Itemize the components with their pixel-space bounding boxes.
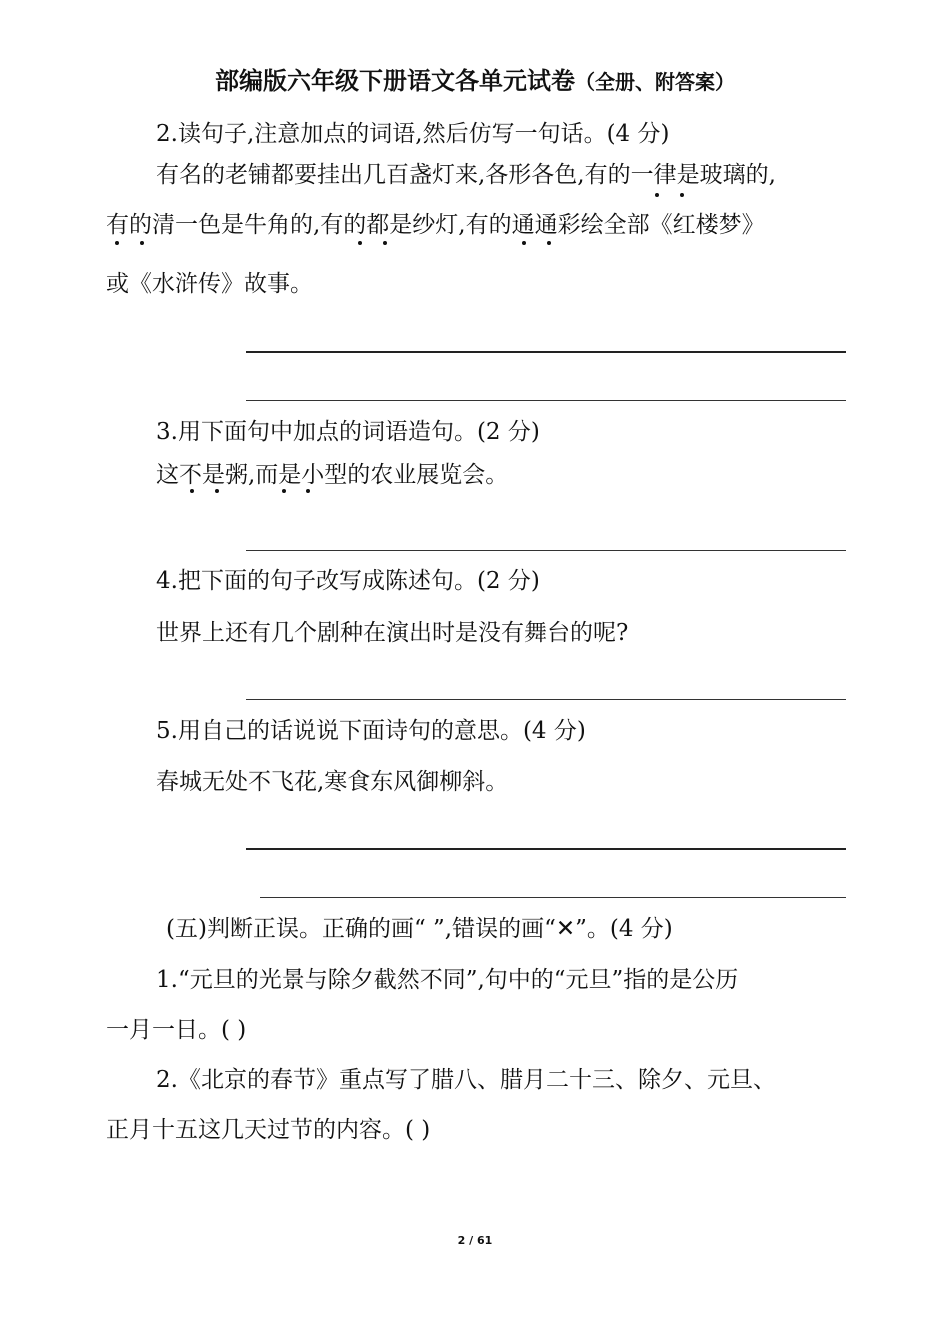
emphasis-dot [358,241,362,245]
q4-prompt: 4.把下面的句子改写成陈述句。(2 分) [156,568,540,594]
emphasis-dot [306,489,310,493]
q2-prompt: 2.读句子,注意加点的词语,然后仿写一句话。(4 分) [156,121,670,147]
item2-line1: 2.《北京的春节》重点写了腊八、腊月二十三、除夕、元旦、 [156,1067,776,1093]
answer-line[interactable] [246,351,846,353]
emphasis-dot [282,489,286,493]
section5-heading: (五)判断正误。正确的画“ ”,错误的画“✕”。(4 分) [166,916,673,942]
emphasis-dot [655,193,659,197]
emphasis-dot [383,241,387,245]
answer-line[interactable] [260,897,846,898]
q3-prompt: 3.用下面句中加点的词语造句。(2 分) [156,419,540,445]
emphasis-dot [680,193,684,197]
answer-line[interactable] [246,400,846,401]
q5-text: 春城无处不飞花,寒食东风御柳斜。 [156,769,509,795]
emphasis-dot [522,241,526,245]
answer-line[interactable] [246,550,846,551]
emphasis-dot [115,241,119,245]
item1-line1: 1.“元旦的光景与除夕截然不同”,句中的“元旦”指的是公历 [156,967,739,993]
q5-prompt: 5.用自己的话说说下面诗句的意思。(4 分) [156,718,586,744]
page-number: 2 / 61 [457,1234,493,1247]
emphasis-dot [547,241,551,245]
answer-line[interactable] [246,848,846,850]
emphasis-dot [140,241,144,245]
item1-line2[interactable]: 一月一日。( ) [106,1017,247,1043]
q2-text-line3: 或《水浒传》故事。 [106,271,313,297]
document-title [0,66,950,97]
title-sub: （全册、附答案） [575,70,735,94]
emphasis-dot [190,489,194,493]
item2-line2[interactable]: 正月十五这几天过节的内容。( ) [106,1117,431,1143]
title-main: 部编版六年级下册语文各单元试卷 [215,67,575,95]
q2-text-line2: 有的清一色是牛角的,有的都是纱灯,有的通通彩绘全部《红楼梦》 [106,212,765,238]
q4-text: 世界上还有几个剧种在演出时是没有舞台的呢? [156,620,629,646]
answer-line[interactable] [246,699,846,700]
emphasis-dot [215,489,219,493]
q2-text-line1: 有名的老铺都要挂出几百盏灯来,各形各色,有的一律是玻璃的, [156,162,776,188]
q3-text: 这不是粥,而是小型的农业展览会。 [156,462,509,488]
